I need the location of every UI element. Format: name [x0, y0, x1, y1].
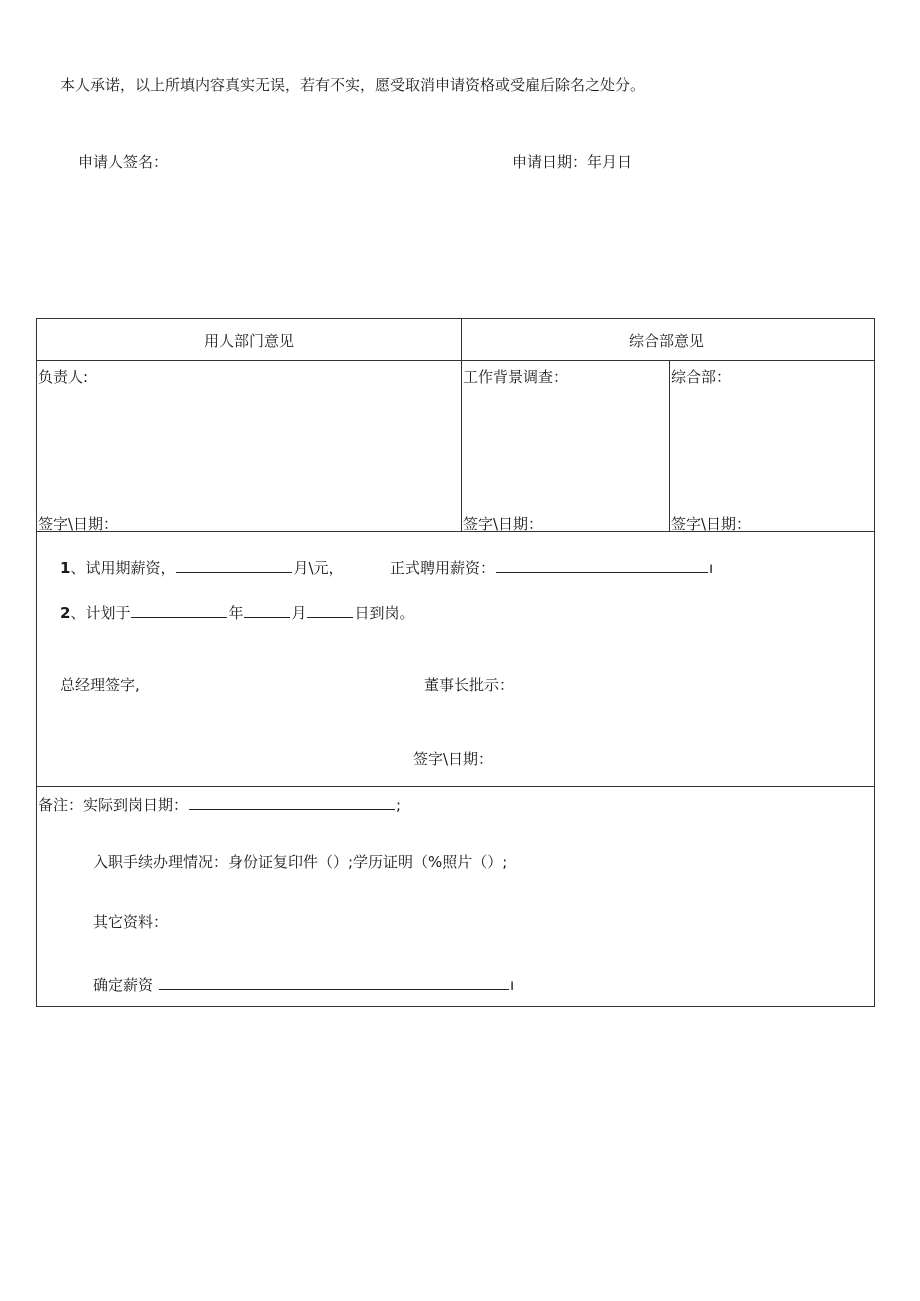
dept-sign-date-label: 签字\日期：	[38, 515, 119, 533]
formal-salary-end: ı	[709, 559, 714, 577]
approval-row-divider	[36, 786, 875, 787]
confirm-salary-line	[93, 975, 514, 993]
formal-salary-line	[390, 558, 713, 576]
item2-line	[60, 603, 415, 621]
remark-line	[38, 795, 401, 813]
actual-arrival-date-blank[interactable]	[189, 795, 395, 810]
year-label: 年	[228, 604, 244, 622]
background-sign-date-label: 签字\日期：	[463, 515, 544, 533]
confirm-salary-end: ı	[510, 976, 515, 994]
item1-number: 1	[60, 559, 71, 577]
remark-label: 备注：实际到岗日期：	[38, 796, 189, 814]
pledge-text: 本人承诺，以上所填内容真实无误，若有不实，愿受取消申请资格或受雇后除名之处分。	[60, 76, 646, 94]
responsible-label: 负责人:	[38, 368, 89, 386]
item1-text: 、试用期薪资，	[70, 559, 176, 577]
plan-day-blank[interactable]	[307, 603, 353, 618]
chairman-label: 董事长批示：	[424, 676, 515, 694]
item2-text: 、计划于	[70, 604, 131, 622]
formal-salary-label: 正式聘用薪资：	[390, 559, 496, 577]
plan-month-blank[interactable]	[244, 603, 290, 618]
confirm-salary-blank[interactable]	[159, 975, 509, 990]
column-divider	[461, 318, 462, 532]
application-date-label: 申请日期：年月日	[512, 153, 633, 171]
item1-unit: 月\元，	[293, 559, 344, 577]
plan-year-blank[interactable]	[131, 603, 227, 618]
header-general-opinion: 综合部意见	[629, 332, 705, 350]
remark-end: ;	[396, 796, 402, 814]
header-divider	[36, 360, 875, 361]
background-check-label: 工作背景调查：	[463, 368, 569, 386]
gm-sign-label: 总经理签字,	[60, 676, 140, 694]
approval-sign-date-label: 签字\日期：	[413, 750, 494, 768]
month-label: 月	[291, 604, 307, 622]
general-dept-label: 综合部：	[671, 368, 732, 386]
formal-salary-blank[interactable]	[496, 558, 708, 573]
other-docs-label: 其它资料：	[93, 913, 169, 931]
general-subcolumn-divider	[669, 360, 670, 532]
item1-line	[60, 558, 344, 576]
day-arrive-label: 日到岗。	[354, 604, 415, 622]
applicant-signature-label: 申请人签名：	[78, 153, 169, 171]
general-sign-date-label: 签字\日期：	[671, 515, 752, 533]
item2-number: 2	[60, 604, 71, 622]
onboarding-status: 入职手续办理情况：身份证复印件（）;学历证明（%照片（）;	[93, 853, 508, 871]
confirm-salary-label: 确定薪资	[93, 976, 154, 994]
opinion-table	[36, 318, 875, 1007]
probation-salary-blank[interactable]	[176, 558, 292, 573]
header-dept-opinion: 用人部门意见	[204, 332, 295, 350]
